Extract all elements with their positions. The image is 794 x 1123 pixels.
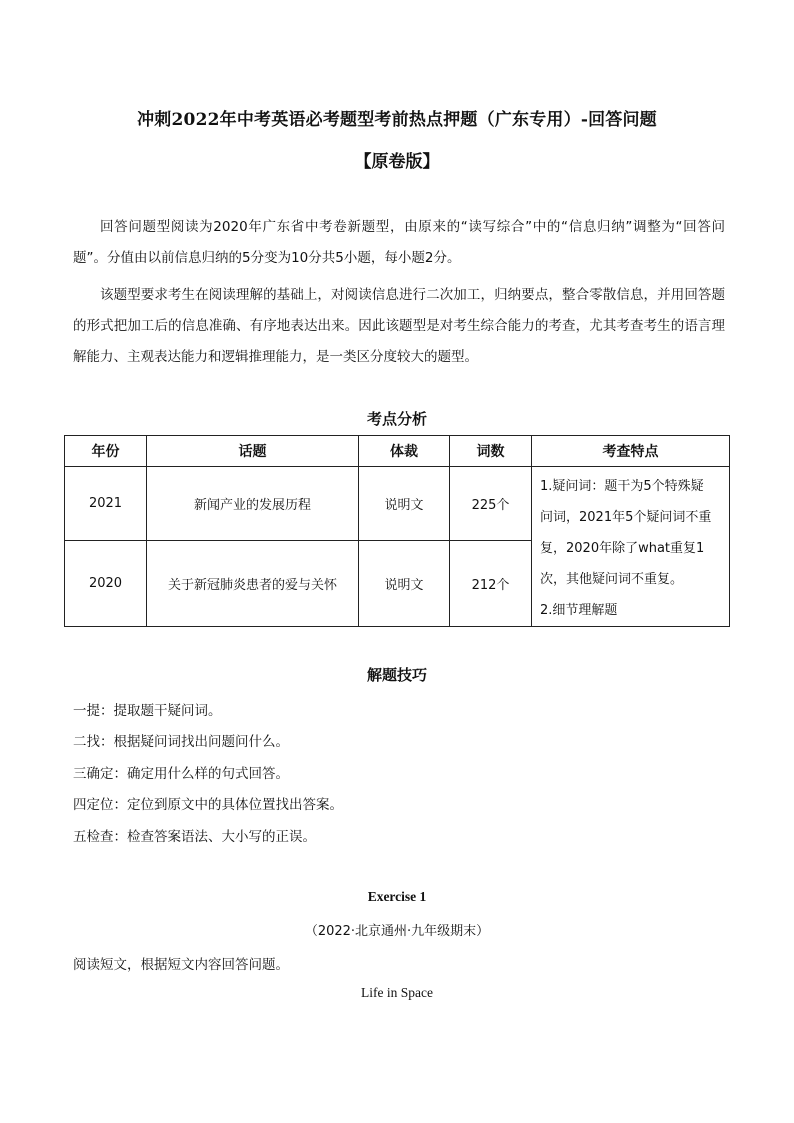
intro-paragraph-2: 该题型要求考生在阅读理解的基础上，对阅读信息进行二次加工，归纳要点，整合零散信息，并用回答题的形式把加工后的信息准确、有序地表达出来。因此该题型是对考生综合能力的考查，尤其考查考生的语言理解能力、主观表达能力和逻辑推理能力，是一类区分度较大的题型。 xyxy=(73,287,725,365)
feature-line: 1.疑问词：题干为5个特殊疑 xyxy=(540,479,704,494)
tip-item: 三确定：确定用什么样的句式回答。 xyxy=(73,766,289,782)
feature-line: 次，其他疑问词不重复。 xyxy=(540,572,684,587)
exercise-instruction: 阅读短文，根据短文内容回答问题。 xyxy=(73,957,289,973)
passage-title: Life in Space xyxy=(361,985,433,1000)
cell-year: 2020 xyxy=(65,541,147,627)
tip-item: 四定位：定位到原文中的具体位置找出答案。 xyxy=(73,797,343,813)
header-year: 年份 xyxy=(65,436,147,467)
analysis-table xyxy=(64,435,730,627)
feature-line: 问词，2021年5个疑问词不重 xyxy=(540,510,712,525)
analysis-heading: 考点分析 xyxy=(366,410,427,428)
header-features: 考查特点 xyxy=(532,436,730,467)
cell-year: 2021 xyxy=(65,467,147,541)
cell-topic: 新闻产业的发展历程 xyxy=(147,467,359,541)
header-topic: 话题 xyxy=(147,436,359,467)
table-header-row xyxy=(65,436,730,467)
cell-topic: 关于新冠肺炎患者的爱与关怀 xyxy=(147,541,359,627)
cell-genre: 说明文 xyxy=(359,467,450,541)
tip-item: 五检查：检查答案语法、大小写的正误。 xyxy=(73,829,316,845)
document-title: 冲刺2022年中考英语必考题型考前热点押题（广东专用）-回答问题 xyxy=(137,110,657,130)
tip-item: 二找：根据疑问词找出问题问什么。 xyxy=(73,734,289,750)
feature-line: 2.细节理解题 xyxy=(540,603,618,618)
exercise-title: Exercise 1 xyxy=(367,889,427,904)
exercise-source: （2022·北京通州·九年级期末） xyxy=(304,924,490,939)
document-subtitle: 【原卷版】 xyxy=(354,152,440,172)
intro-paragraph-1: 回答问题型阅读为2020年广东省中考卷新题型，由原来的“读写综合”中的“信息归纳”调整为“回答问题”。分值由以前信息归纳的5分变为10分共5小题，每小题2分。 xyxy=(73,219,725,266)
table-row xyxy=(65,467,730,541)
header-words: 词数 xyxy=(450,436,532,467)
cell-words: 225个 xyxy=(450,467,532,541)
cell-features xyxy=(532,467,730,627)
feature-line: 复，2020年除了what重复1 xyxy=(540,541,705,556)
cell-words: 212个 xyxy=(450,541,532,627)
header-genre: 体裁 xyxy=(359,436,450,467)
tip-item: 一提：提取题干疑问词。 xyxy=(73,703,222,719)
cell-genre: 说明文 xyxy=(359,541,450,627)
tips-heading: 解题技巧 xyxy=(366,666,427,684)
